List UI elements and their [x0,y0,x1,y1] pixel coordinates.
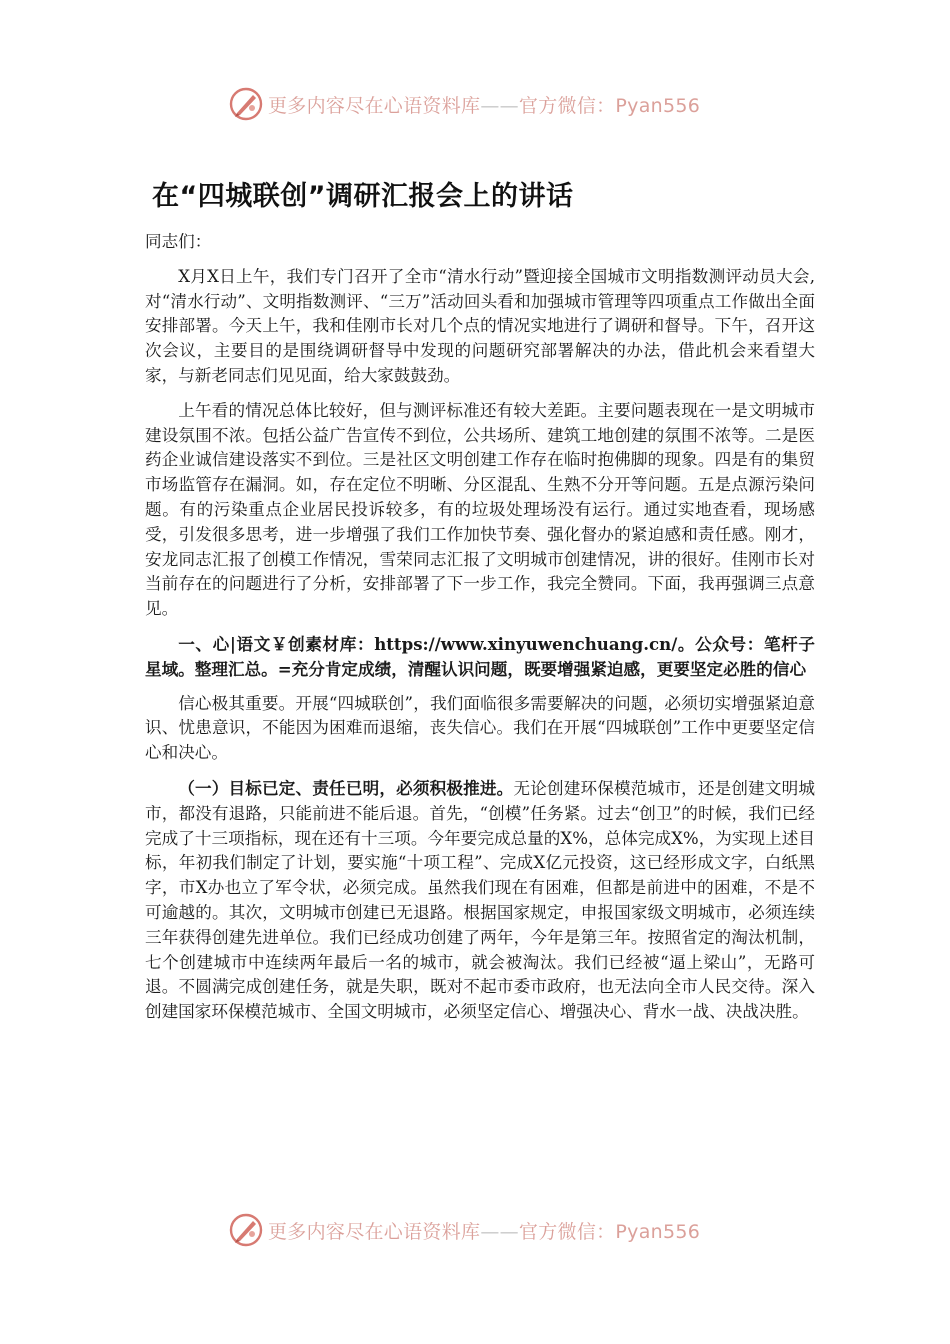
watermark-main: 更多内容尽在心语资料库 [268,94,481,117]
watermark-main: 更多内容尽在心语资料库 [268,1220,481,1243]
subsection-1-body: 无论创建环保模范城市，还是创建文明城市，都没有退路，只能前进不能后退。首先，“创模”任务紧。过去“创卫”的时候，我们已经完成了十三项指标，现在还有十三项。今年要完成总量的X%，总体完成X%，为实现上述目标，年初我们制定了计划，要实施“十项工程”、完成X亿元投资，这已经形成文字，白纸黑字，市X办也立了军令状，必须完成。虽然我们现在有困难，但都是前进中的困难，不是不可逾越的。其次，文明城市创建已无退路。根据国家规定，申报国家级文明城市，必须连续三年获得创建先进单位。我们已经成功创建了两年，今年是第三年。按照省定的淘汰机制，七个创建城市中连续两年最后一名的城市，就会被淘汰。我们已经被“逼上梁山”，无路可退。不圆满完成创建任务，就是失职，既对不起市委市政府，也无法向全市人民交待。深入创建国家环保模范城市、全国文明城市，必须坚定信心、增强决心、背水一战、决战决胜。 [145,778,816,1022]
watermark-text [268,91,700,118]
document-body [145,230,815,1025]
watermark-banner-bottom [228,1210,748,1250]
section-heading-1: 一、心|语文￥创素材库：https://www.xinyuwenchuang.cn/。公众号：笔杆子星域。整理汇总。=充分肯定成绩，清醒认识问题，既要增强紧迫感，更要坚定必胜的信心 [145,633,815,679]
watermark-text [268,1217,700,1244]
paragraph-1: X月X日上午，我们专门召开了全市“清水行动”暨迎接全国城市文明指数测评动员大会,对“清水行动”、文明指数测评、“三万”活动回头看和加强城市管理等四项重点工作做出全面安排部署。今天上午，我和佳刚市长对几个点的情况实地进行了调研和督导。下午，召开这次会议，主要目的是围绕调研督导中发现的问题研究部署解决的办法，借此机会来看望大家，与新老同志们见见面，给大家鼓鼓劲。 [145,266,815,385]
watermark-tail: 官方微信：Pyan556 [518,1220,701,1243]
section-1-paragraph: 信心极其重要。开展“四城联创”，我们面临很多需要解决的问题，必须切实增强紧迫意识、忧患意识，不能因为困难而退缩，丧失信心。我们在开展“四城联创”工作中更要坚定信心和决心。 [145,693,815,763]
subsection-1-paragraph [145,776,815,1025]
subsection-1-lead: （一）目标已定、责任已明，必须积极推进。 [178,777,514,798]
watermark-dash: —— [480,94,519,117]
watermark-banner-top [228,84,748,124]
watermark-tail: 官方微信：Pyan556 [518,94,701,117]
pen-logo-icon [228,86,264,122]
document-title: 在“四城联创”调研汇报会上的讲话 [152,181,574,212]
paragraph-2: 上午看的情况总体比较好，但与测评标准还有较大差距。主要问题表现在一是文明城市建设氛围不浓。包括公益广告宣传不到位，公共场所、建筑工地创建的氛围不浓等。二是医药企业诚信建设落实不到位。三是社区文明创建工作存在临时抱佛脚的现象。四是有的集贸市场监管存在漏洞。如，存在定位不明晰、分区混乱、生熟不分开等问题。五是点源污染问题。有的污染重点企业居民投诉较多，有的垃圾处理场没有运行。通过实地查看，现场感受，引发很多思考，进一步增强了我们工作加快节奏、强化督办的紧迫感和责任感。刚才，安龙同志汇报了创模工作情况，雪荣同志汇报了文明城市创建情况，讲的很好。佳刚市长对当前存在的问题进行了分析，安排部署了下一步工作，我完全赞同。下面，我再强调三点意见。 [145,400,815,619]
pen-logo-icon [228,1212,264,1248]
watermark-dash: —— [480,1220,519,1243]
salutation: 同志们： [145,232,212,251]
